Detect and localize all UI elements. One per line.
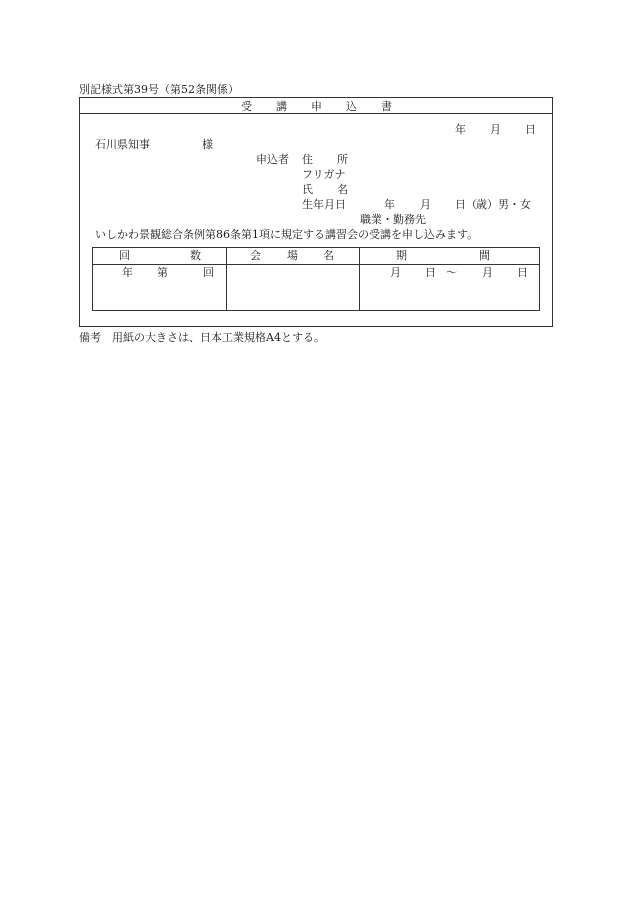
row-ordinal: 第 bbox=[157, 266, 168, 279]
header-venue-2: 場 bbox=[287, 249, 298, 262]
title-char-2: 講 bbox=[276, 100, 287, 113]
applicant-label: 申込者 bbox=[256, 153, 289, 166]
addressee-honorific: 様 bbox=[202, 138, 213, 151]
title-char-5: 書 bbox=[381, 100, 392, 113]
table-col-divider-1 bbox=[226, 248, 227, 310]
row-year: 年 bbox=[122, 266, 133, 279]
date-month: 月 bbox=[490, 123, 501, 136]
address-label-2: 所 bbox=[337, 153, 348, 166]
header-venue-1: 会 bbox=[250, 249, 261, 262]
header-count-1: 回 bbox=[119, 249, 130, 262]
period-separator: ～ bbox=[446, 266, 457, 279]
title-char-4: 込 bbox=[346, 100, 357, 113]
statement-text: いしかわ景観総合条例第86条第1項に規定する講習会の受講を申し込みます。 bbox=[95, 228, 479, 241]
birthdate-year: 年 bbox=[384, 198, 395, 211]
name-label-1: 氏 bbox=[302, 183, 313, 196]
name-label-2: 名 bbox=[337, 183, 348, 196]
date-year: 年 bbox=[455, 123, 466, 136]
title-char-1: 受 bbox=[241, 100, 252, 113]
title-char-3: 申 bbox=[311, 100, 322, 113]
session-table bbox=[92, 247, 540, 311]
furigana-label: フリガナ bbox=[302, 168, 346, 181]
header-venue-3: 名 bbox=[323, 249, 334, 262]
form-header: 別記様式第39号（第52条関係） bbox=[79, 83, 239, 96]
address-label-1: 住 bbox=[302, 153, 313, 166]
period-start-day: 日 bbox=[425, 266, 436, 279]
header-period-1: 期 bbox=[396, 249, 407, 262]
occupation-label: 職業・勤務先 bbox=[360, 213, 426, 226]
row-session: 回 bbox=[203, 266, 214, 279]
header-period-2: 間 bbox=[479, 249, 490, 262]
table-col-divider-2 bbox=[359, 248, 360, 310]
period-end-day: 日 bbox=[517, 266, 528, 279]
header-count-2: 数 bbox=[190, 249, 201, 262]
addressee-name: 石川県知事 bbox=[95, 138, 150, 151]
period-end-month: 月 bbox=[482, 266, 493, 279]
table-header-divider bbox=[93, 264, 539, 265]
title-divider bbox=[80, 113, 552, 114]
birthdate-day: 日（ bbox=[455, 198, 477, 211]
date-day: 日 bbox=[525, 123, 536, 136]
period-start-month: 月 bbox=[390, 266, 401, 279]
birthdate-month: 月 bbox=[420, 198, 431, 211]
age-gender: 歳）男・女 bbox=[476, 198, 531, 211]
note-text: 備考 用紙の大きさは、日本工業規格A4とする。 bbox=[79, 331, 325, 344]
birthdate-label: 生年月日 bbox=[302, 198, 346, 211]
